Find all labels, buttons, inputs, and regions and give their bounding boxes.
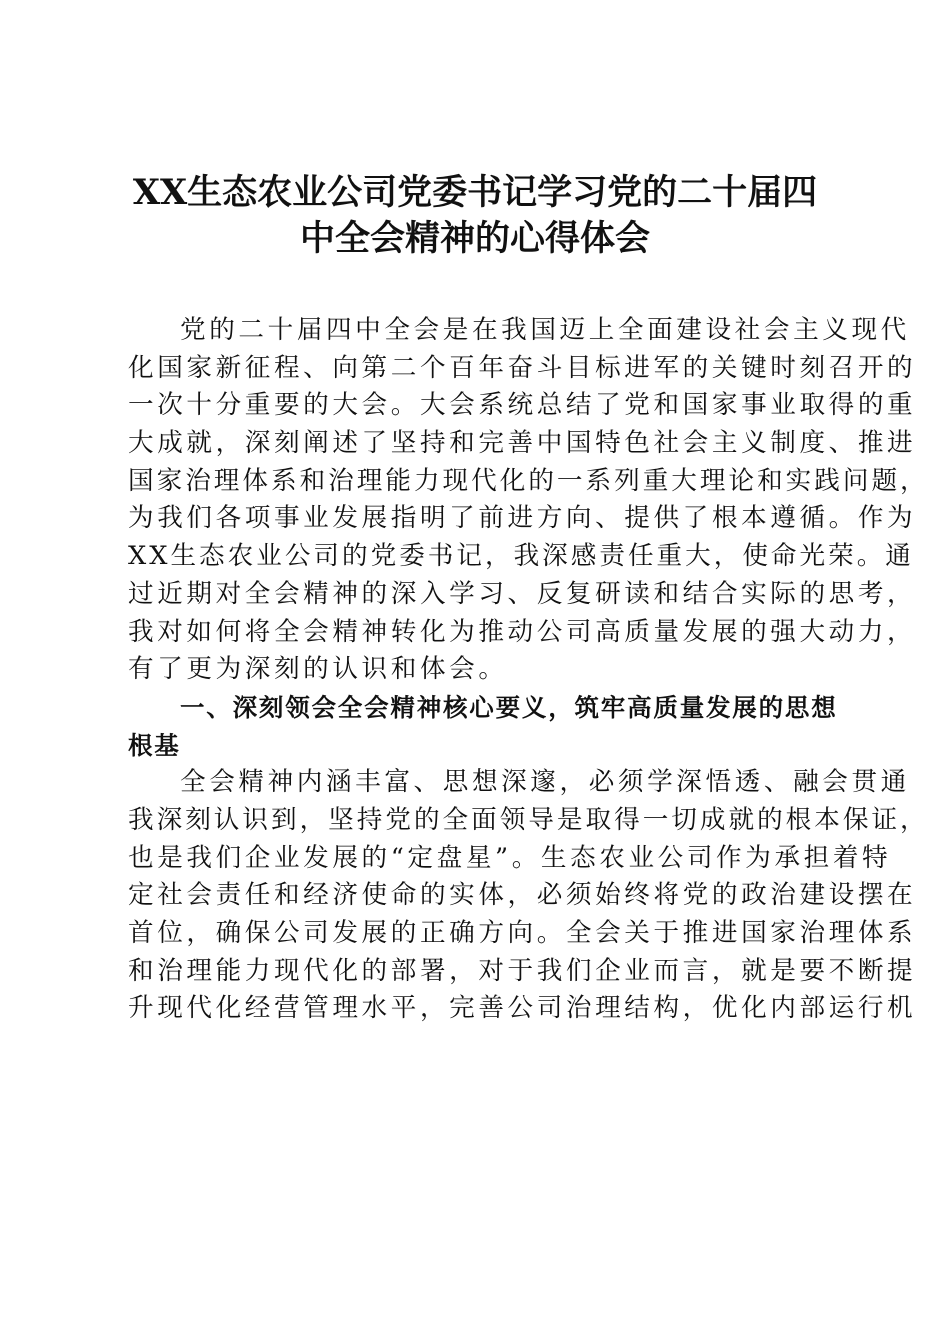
- paragraph-line: 有了更为深刻的认识和体会。: [128, 654, 508, 685]
- paragraph-line: 为我们各项事业发展指明了前进方向、提供了根本遵循。作为: [128, 503, 917, 534]
- heading-line: 一、深刻领会全会精神核心要义，筑牢高质量发展的思想: [180, 692, 838, 722]
- paragraph-line: 一次十分重要的大会。大会系统总结了党和国家事业取得的重: [128, 390, 917, 421]
- paragraph-line: 党的二十届四中全会是在我国迈上全面建设社会主义现代: [180, 315, 910, 345]
- title-line: 中全会精神的心得体会: [299, 218, 650, 259]
- paragraph-line: 过近期对全会精神的深入学习、反复研读和结合实际的思考，: [128, 578, 917, 609]
- paragraph-line: XX生态农业公司的党委书记，我深感责任重大，使命光荣。通: [128, 541, 914, 572]
- paragraph-line: 化国家新征程、向第二个百年奋斗目标进军的关键时刻召开的: [128, 352, 917, 383]
- paragraph-line: 首位，确保公司发展的正确方向。全会关于推进国家治理体系: [128, 918, 917, 948]
- paragraph-line: 升现代化经营管理水平，完善公司治理结构，优化内部运行机: [128, 993, 917, 1024]
- paragraph-line: 也是我们企业发展的“定盘星”。生态农业公司作为承担着特: [128, 842, 892, 873]
- title-line: XX生态农业公司党委书记学习党的二十届四: [132, 172, 818, 213]
- paragraph-intro: [128, 312, 929, 689]
- document-title: [120, 170, 830, 262]
- heading-line: 根基: [128, 730, 181, 760]
- paragraph-section-1: [128, 764, 929, 1028]
- paragraph-line: 全会精神内涵丰富、思想深邃，必须学深悟透、融会贯通: [180, 767, 910, 798]
- paragraph-line: 定社会责任和经济使命的实体，必须始终将党的政治建设摆在: [128, 880, 917, 911]
- paragraph-line: 和治理能力现代化的部署，对于我们企业而言，就是要不断提: [128, 955, 917, 986]
- paragraph-line: 我深刻认识到，坚持党的全面领导是取得一切成就的根本保证，: [128, 804, 929, 835]
- section-heading-1: [128, 689, 838, 764]
- paragraph-line: 国家治理体系和治理能力现代化的一系列重大理论和实践问题，: [128, 465, 929, 496]
- paragraph-line: 我对如何将全会精神转化为推动公司高质量发展的强大动力，: [128, 616, 917, 647]
- document-body: [128, 312, 929, 1028]
- paragraph-line: 大成就，深刻阐述了坚持和完善中国特色社会主义制度、推进: [128, 428, 917, 459]
